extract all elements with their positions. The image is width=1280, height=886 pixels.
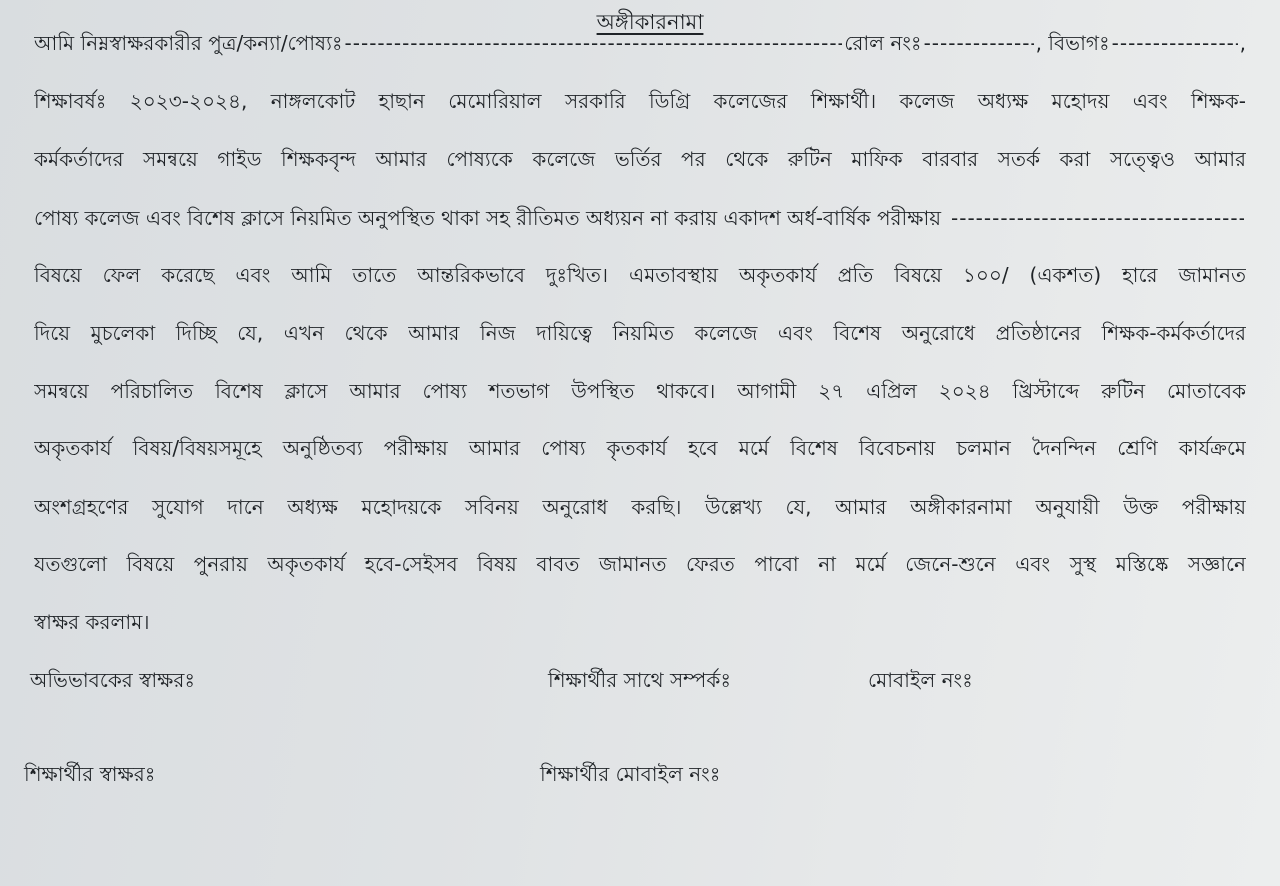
- student-mobile-label: শিক্ষার্থীর মোবাইল নংঃ: [540, 762, 721, 786]
- student-info-line: [34, 30, 1246, 56]
- body-line-10: স্বাক্ষর করলাম।: [34, 610, 150, 634]
- body-line-3-text: পোষ্য কলেজ এবং বিশেষ ক্লাসে নিয়মিত অনুপস্থিত থাকা সহ রীতিমত অধ্যয়ন না করায় একাদশ অর্ধ-বার্ষিক পরীক্ষায়: [34, 206, 942, 230]
- body-line-7: অকৃতকার্য বিষয়/বিষয়সমূহে অনুষ্ঠিতব্য পরীক্ষায় আমার পোষ্য কৃতকার্য হবে মর্মে বিশেষ বিবেচনায় চলমান দৈনন্দিন শ্রেণি কার্যক্রমে: [34, 436, 1246, 460]
- end-comma: ,: [1239, 31, 1246, 55]
- roll-label: রোল নংঃ: [844, 31, 922, 55]
- mobile-label: মোবাইল নংঃ: [868, 668, 973, 692]
- document-title: অঙ্গীকারনামা: [596, 10, 704, 34]
- body-line-9: যতগুলো বিষয়ে পুনরায় অকৃতকার্য হবে-সেইসব বিষয় বাবত জামানত ফেরত পাবো না মর্মে জেনে-শুনে এবং সুস্থ মস্তিষ্কে সজ্ঞানে: [34, 552, 1246, 576]
- student-signature-label: শিক্ষার্থীর স্বাক্ষরঃ: [24, 762, 156, 786]
- body-line-4: বিষয়ে ফেল করেছে এবং আমি তাতে আন্তরিকভাবে দুঃখিত। এমতাবস্থায় অকৃতকার্য প্রতি বিষয়ে ১০০/ (একশত) হারে জামানত: [34, 263, 1246, 287]
- relation-label: শিক্ষার্থীর সাথে সম্পর্কঃ: [548, 668, 731, 692]
- body-line-1: শিক্ষাবর্ষঃ ২০২৩-২০২৪, নাঙ্গলকোট হাছান মেমোরিয়াল সরকারি ডিগ্রি কলেজের শিক্ষার্থী। কলেজ অধ্যক্ষ মহোদয় এবং শিক্ষক-: [34, 89, 1246, 113]
- roll-blank: [924, 30, 1034, 56]
- ward-name-blank: [345, 30, 843, 56]
- body-line-6: সমন্বয়ে পরিচালিত বিশেষ ক্লাসে আমার পোষ্য শতভাগ উপস্থিত থাকবে। আগামী ২৭ এপ্রিল ২০২৪ খ্রিস্টাব্দে রুটিন মোতাবেক: [34, 379, 1246, 403]
- body-line-3: [34, 205, 1246, 231]
- guardian-signature-label: অভিভাবকের স্বাক্ষরঃ: [30, 668, 196, 692]
- body-line-5: দিয়ে মুচলেকা দিচ্ছি যে, এখন থেকে আমার নিজ দায়িত্বে নিয়মিত কলেজে এবং বিশেষ অনুরোধে প্রতিষ্ঠানের শিক্ষক-কর্মকর্তাদের: [34, 321, 1246, 345]
- body-line-2: কর্মকর্তাদের সমন্বয়ে গাইড শিক্ষকবৃন্দ আমার পোষ্যকে কলেজে ভর্তির পর থেকে রুটিন মাফিক বারবার সতর্ক করা সত্ত্বেও আমার: [34, 147, 1246, 171]
- subject-blank: [951, 205, 1244, 231]
- intro-label: আমি নিম্নস্বাক্ষরকারীর পুত্র/কন্যা/পোষ্যঃ: [34, 31, 343, 55]
- body-line-8: অংশগ্রহণের সুযোগ দানে অধ্যক্ষ মহোদয়কে সবিনয় অনুরোধ করছি। উল্লেখ্য যে, আমার অঙ্গীকারনামা অনুযায়ী উক্ত পরীক্ষায়: [34, 495, 1246, 519]
- department-blank: [1112, 30, 1238, 56]
- department-label: , বিভাগঃ: [1035, 31, 1110, 55]
